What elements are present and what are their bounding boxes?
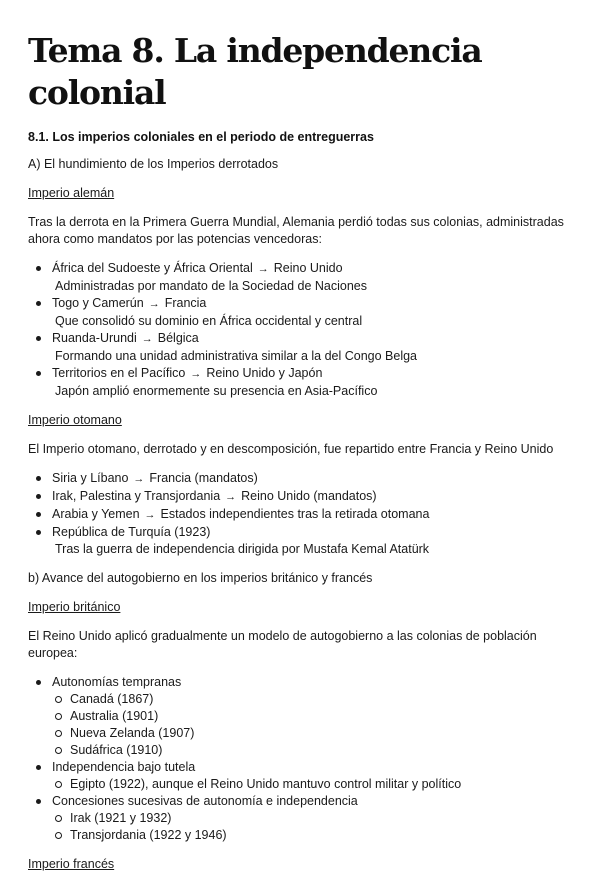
- german-empire-intro: Tras la derrota en la Primera Guerra Mundial, Alemania perdió todas sus colonias, administradas ahora como mandatos por las potencias vencedoras:: [28, 215, 564, 246]
- arrow-right-icon: →: [148, 298, 160, 310]
- german-empire-heading: Imperio alemán: [28, 186, 115, 200]
- british-empire-intro: El Reino Unido aplicó gradualmente un modelo de autogobierno a las colonias de población europea:: [28, 629, 537, 660]
- page-title: Tema 8. La independencia colonial: [28, 31, 482, 112]
- arrow-right-icon: →: [190, 368, 202, 380]
- list-item: [28, 260, 572, 295]
- nested-list-item: Transjordania (1922 y 1946): [52, 827, 572, 844]
- nested-list-item: Canadá (1867): [52, 691, 572, 708]
- item-note: Formando una unidad administrativa similar a la del Congo Belga: [55, 349, 418, 363]
- british-autonomy-list: [28, 674, 572, 844]
- colony-name: Togo y Camerún: [52, 296, 144, 310]
- territory-name: Siria y Líbano: [52, 471, 129, 485]
- list-item: [28, 759, 572, 793]
- nested-list-item: Australia (1901): [52, 708, 572, 725]
- list-item: [28, 488, 572, 506]
- list-item-label: Concesiones sucesivas de autonomía e independencia: [52, 794, 358, 808]
- nested-list: [52, 776, 572, 793]
- item-note: Tras la guerra de independencia dirigida por Mustafa Kemal Atatürk: [55, 542, 430, 556]
- item-note: Japón amplió enormemente su presencia en Asia-Pacífico: [55, 384, 378, 398]
- section-heading: 8.1. Los imperios coloniales en el periodo de entreguerras: [28, 130, 374, 144]
- territory-name: Irak, Palestina y Transjordania: [52, 489, 221, 503]
- list-item: [28, 793, 572, 844]
- nested-list: [52, 810, 572, 844]
- item-note: Que consolidó su dominio en África occidental y central: [55, 314, 363, 328]
- list-item: [28, 365, 572, 400]
- ottoman-territories-list: [28, 470, 572, 558]
- arrow-right-icon: →: [257, 263, 269, 275]
- list-item: [28, 330, 572, 365]
- list-item: [28, 506, 572, 524]
- nested-list-item: Egipto (1922), aunque el Reino Unido mantuvo control militar y político: [52, 776, 572, 793]
- item-note: Administradas por mandato de la Sociedad de Naciones: [55, 279, 367, 293]
- list-item-label: Autonomías tempranas: [52, 675, 182, 689]
- arrow-right-icon: →: [225, 491, 237, 503]
- territory-name: República de Turquía (1923): [52, 525, 211, 539]
- list-item: [28, 470, 572, 488]
- ottoman-empire-intro: El Imperio otomano, derrotado y en descomposición, fue repartido entre Francia y Reino Unido: [28, 442, 554, 456]
- french-empire-heading: Imperio francés: [28, 857, 115, 871]
- mandate-power: Estados independientes tras la retirada otomana: [160, 507, 430, 521]
- subsection-b: b) Avance del autogobierno en los imperios británico y francés: [28, 571, 373, 585]
- arrow-right-icon: →: [133, 473, 145, 485]
- mandate-power: Francia: [164, 296, 207, 310]
- nested-list-item: Nueva Zelanda (1907): [52, 725, 572, 742]
- german-colonies-list: [28, 260, 572, 400]
- colony-name: Territorios en el Pacífico: [52, 366, 186, 380]
- subsection-a: A) El hundimiento de los Imperios derrotados: [28, 157, 279, 171]
- mandate-power: Reino Unido y Japón: [206, 366, 323, 380]
- colony-name: África del Sudoeste y África Oriental: [52, 261, 253, 275]
- arrow-right-icon: →: [144, 509, 156, 521]
- arrow-right-icon: →: [141, 333, 153, 345]
- mandate-power: Reino Unido (mandatos): [241, 489, 377, 503]
- list-item-label: Independencia bajo tutela: [52, 760, 196, 774]
- ottoman-empire-heading: Imperio otomano: [28, 413, 122, 427]
- mandate-power: Reino Unido: [273, 261, 343, 275]
- list-item: [28, 674, 572, 759]
- colony-name: Ruanda-Urundi: [52, 331, 137, 345]
- mandate-power: Francia (mandatos): [149, 471, 258, 485]
- british-empire-heading: Imperio británico: [28, 600, 121, 614]
- territory-name: Arabia y Yemen: [52, 507, 140, 521]
- list-item: [28, 524, 572, 558]
- nested-list-item: Sudáfrica (1910): [52, 742, 572, 759]
- mandate-power: Bélgica: [157, 331, 199, 345]
- list-item: [28, 295, 572, 330]
- nested-list-item: Irak (1921 y 1932): [52, 810, 572, 827]
- nested-list: [52, 691, 572, 759]
